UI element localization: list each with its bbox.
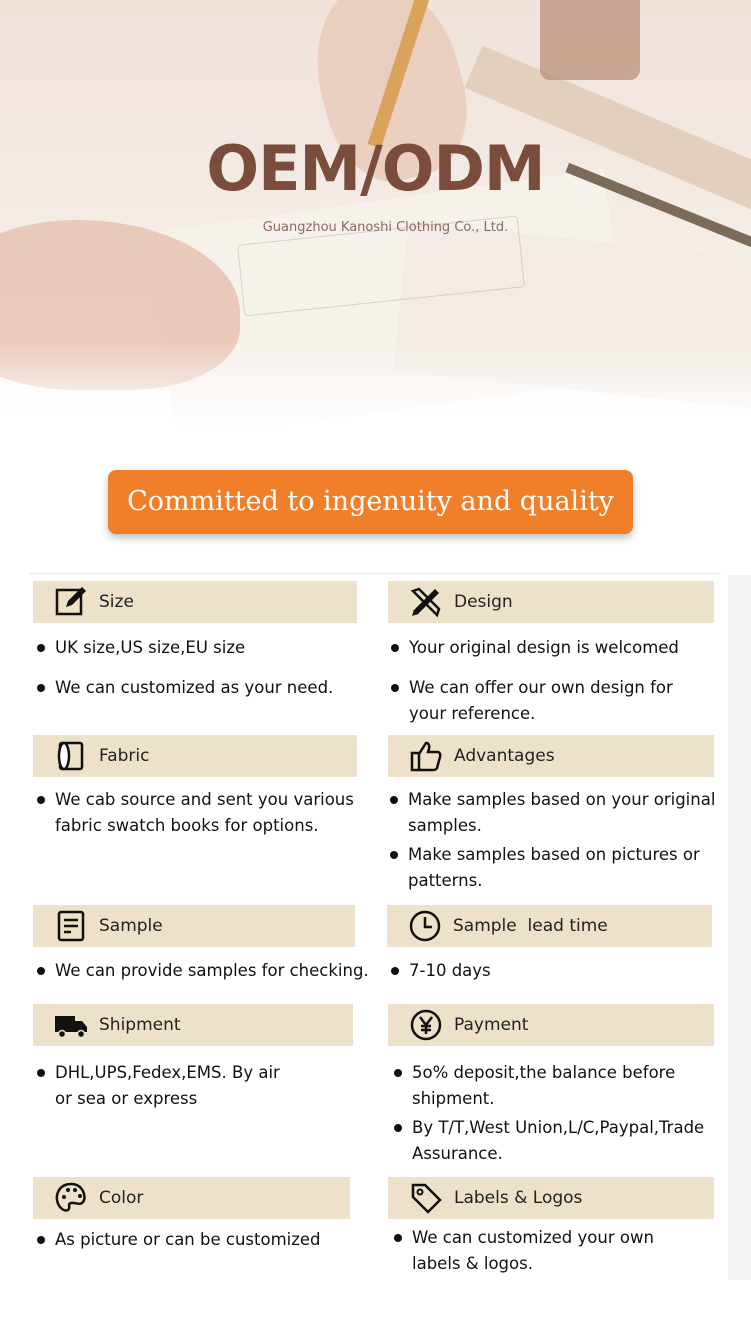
shipment-header [33,1004,353,1046]
lead-time-header [387,905,712,947]
color-bullet-1: As picture or can be customized [33,1227,375,1253]
color-header [33,1177,350,1219]
shipment-bullet-1: DHL,UPS,Fedex,EMS. By air or sea or express [33,1060,285,1112]
hero-subtitle: Guangzhou Kanoshi Clothing Co., Ltd. [262,220,509,235]
design-bullet-2: We can offer our own design for your reference. [387,675,709,727]
thumbs-up-icon [406,735,446,777]
sample-header [33,905,355,947]
divider [30,573,722,574]
tag-icon [406,1177,446,1219]
lead-time-bullet-1: 7-10 days [387,958,729,984]
size-bullet-1: UK size,US size,EU size [33,635,375,661]
palette-icon [51,1177,91,1219]
design-tools-icon [406,581,446,623]
payment-bullet-1: 5o% deposit,the balance before shipment. [390,1060,712,1112]
advantages-header [388,735,714,777]
labels-logos-header [388,1177,714,1219]
design-header [388,581,714,623]
fabric-header [33,735,357,777]
cup [540,0,640,80]
size-bullet-2: We can customized as your need. [33,675,375,701]
labels-logos-bullet-1: We can customized your own labels & logos. [390,1225,692,1277]
payment-label: Payment [454,1015,529,1035]
fabric-label: Fabric [99,746,150,766]
sample-bullet-1: We can provide samples for checking. [33,958,395,984]
document-icon [51,905,91,947]
hero-title: OEM/ODM [206,132,545,205]
edge-strip [728,575,751,1280]
yen-coin-icon [406,1004,446,1046]
tagline-banner: Committed to ingenuity and quality [108,470,633,534]
fabric-roll-icon [51,735,91,777]
edit-icon [51,581,91,623]
design-label: Design [454,592,513,612]
size-label: Size [99,592,134,612]
payment-header [388,1004,714,1046]
clock-icon [405,905,445,947]
hero-image [0,0,751,430]
shipment-label: Shipment [99,1015,181,1035]
fabric-bullet-1: We cab source and sent you various fabric swatch books for options. [33,787,375,839]
payment-bullet-2: By T/T,West Union,L/C,Paypal,Trade Assurance. [390,1115,742,1167]
color-label: Color [99,1188,144,1208]
advantages-bullet-2: Make samples based on pictures or patterns. [386,842,728,894]
design-bullet-1: Your original design is welcomed [387,635,729,661]
hero-fade [0,340,751,430]
advantages-bullet-1: Make samples based on your original samples. [386,787,738,839]
size-header [33,581,357,623]
labels-logos-label: Labels & Logos [454,1188,583,1208]
lead-time-label: Sample lead time [453,916,608,936]
truck-icon [51,1004,91,1046]
advantages-label: Advantages [454,746,555,766]
sample-label: Sample [99,916,163,936]
